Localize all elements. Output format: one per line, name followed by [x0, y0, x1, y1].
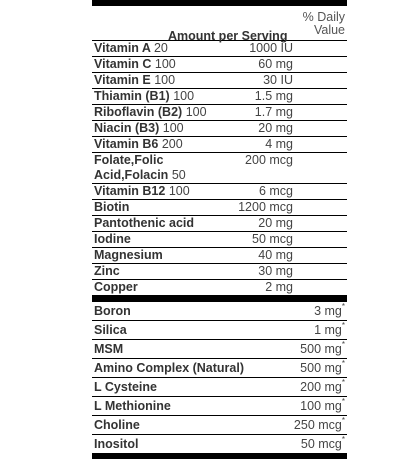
- daily-value-line1: % Daily: [302, 10, 345, 24]
- ingredient-amount-value: 50 mcg: [300, 437, 342, 451]
- nutrient-amount: 200 mcg: [245, 153, 293, 167]
- nutrient-name: [94, 105, 207, 120]
- nutrient-name-text: Zinc: [94, 264, 120, 278]
- nutrient-amount: 6 mcg: [258, 184, 293, 198]
- ingredient-amount: [300, 359, 345, 377]
- nutrient-row: [92, 137, 347, 153]
- ingredient-name: Choline: [94, 418, 140, 432]
- ingredient-row: [92, 416, 347, 435]
- nutrient-amount: 60 mg: [258, 57, 293, 71]
- ingredient-name: Silica: [94, 323, 127, 337]
- nutrient-name-text: Riboflavin (B2): [94, 105, 183, 119]
- ingredient-amount-value: 100 mg: [300, 399, 342, 413]
- nutrient-name: [94, 264, 120, 279]
- nutrient-percent: 100: [154, 57, 176, 71]
- nutrient-name-text: Niacin (B3): [94, 121, 160, 135]
- ingredient-row: [92, 321, 347, 340]
- nutrient-name-text: Vitamin B6: [94, 137, 159, 151]
- ingredient-amount: [314, 321, 345, 339]
- nutrient-row: [92, 57, 347, 73]
- nutrient-name: [94, 184, 190, 199]
- daily-value-not-established-mark: *: [341, 359, 345, 368]
- nutrient-row: [92, 105, 347, 121]
- daily-value-line2: Value: [313, 23, 345, 37]
- daily-value-not-established-mark: *: [341, 340, 345, 349]
- nutrient-amount: 1000 IU: [249, 41, 293, 55]
- daily-value-not-established-mark: *: [341, 321, 345, 330]
- bottom-rule: [92, 453, 347, 459]
- nutrient-row: [92, 73, 347, 89]
- ingredient-name: L Cysteine: [94, 380, 157, 394]
- nutrient-row: [92, 184, 347, 200]
- ingredient-row: [92, 302, 347, 321]
- ingredient-name: Boron: [94, 304, 131, 318]
- nutrient-amount: 1.7 mg: [254, 105, 293, 119]
- ingredient-name: L Methionine: [94, 399, 171, 413]
- ingredient-row: [92, 378, 347, 397]
- nutrient-percent: 100: [154, 73, 176, 87]
- ingredient-amount-value: 500 mg: [300, 342, 342, 356]
- nutrient-percent: 100: [168, 184, 190, 198]
- nutrient-amount: 1.5 mg: [254, 89, 293, 103]
- daily-value-not-established-mark: *: [341, 435, 345, 444]
- nutrient-name: [94, 200, 129, 215]
- nutrient-amount: 4 mg: [265, 137, 293, 151]
- nutrient-name-text: Thiamin (B1): [94, 89, 170, 103]
- nutrient-name: [94, 153, 234, 183]
- ingredient-name: Amino Complex (Natural): [94, 361, 245, 375]
- ingredient-amount-value: 250 mcg: [293, 418, 342, 432]
- ingredient-amount: [301, 435, 345, 453]
- nutrient-name: [94, 280, 138, 295]
- nutrient-row: [92, 121, 347, 137]
- ingredient-amount-value: 500 mg: [300, 361, 342, 375]
- ingredient-row: [92, 340, 347, 359]
- ingredient-amount: [300, 340, 345, 358]
- nutrient-row: [92, 216, 347, 232]
- ingredient-row: [92, 435, 347, 453]
- ingredient-amount: [294, 416, 345, 434]
- nutrient-name-text: Vitamin E: [94, 73, 151, 87]
- nutrient-row: [92, 232, 347, 248]
- daily-value-label: [303, 11, 345, 37]
- nutrient-percent: 200: [161, 137, 183, 151]
- ingredient-amount: [314, 302, 345, 320]
- daily-value-not-established-mark: *: [341, 302, 345, 311]
- nutrient-name-text: Vitamin C: [94, 57, 152, 71]
- ingredient-row: [92, 359, 347, 378]
- nutrient-name: [94, 137, 183, 152]
- nutrient-row: [92, 89, 347, 105]
- nutrient-name: [94, 41, 168, 56]
- nutrient-name-text: Vitamin A: [94, 41, 151, 55]
- nutrient-percent: 100: [162, 121, 184, 135]
- nutrient-name-text: Copper: [94, 280, 138, 294]
- nutrient-name: [94, 232, 131, 247]
- section-divider: [92, 295, 347, 302]
- nutrient-amount: 20 mg: [258, 216, 293, 230]
- ingredient-name: MSM: [94, 342, 124, 356]
- nutrient-percent: 100: [185, 105, 207, 119]
- daily-value-not-established-mark: *: [341, 397, 345, 406]
- nutrient-name: [94, 248, 163, 263]
- nutrient-name-text: Iodine: [94, 232, 131, 246]
- ingredient-amount-value: 3 mg: [314, 304, 342, 318]
- ingredient-row: [92, 397, 347, 416]
- nutrient-amount: 50 mcg: [252, 232, 293, 246]
- nutrient-name-text: Biotin: [94, 200, 130, 214]
- nutrient-amount: 20 mg: [258, 121, 293, 135]
- nutrient-amount: 40 mg: [258, 248, 293, 262]
- nutrient-row: [92, 41, 347, 57]
- nutrient-name-text: Magnesium: [94, 248, 163, 262]
- nutrient-amount: 30 mg: [258, 264, 293, 278]
- nutrient-amount: 30 IU: [263, 73, 293, 87]
- nutrient-percent: 100: [173, 89, 195, 103]
- nutrient-row: [92, 200, 347, 216]
- supplement-facts-panel: [92, 0, 347, 466]
- other-ingredients-section: [92, 302, 347, 453]
- ingredient-amount: [300, 397, 345, 415]
- ingredient-amount-value: 1 mg: [314, 323, 342, 337]
- table-header: [92, 6, 347, 43]
- nutrient-row: [92, 153, 347, 184]
- nutrient-row: [92, 280, 347, 295]
- nutrient-name-text: Pantothenic acid: [94, 216, 195, 230]
- nutrient-name-text: Folate,Folic Acid,Folacin: [94, 153, 169, 182]
- nutrient-percent: 50: [171, 168, 186, 182]
- nutrient-name: [94, 73, 175, 88]
- ingredient-amount-value: 200 mg: [300, 380, 342, 394]
- nutrient-name: [94, 121, 184, 136]
- nutrient-amount: 2 mg: [265, 280, 293, 294]
- nutrient-name: [94, 89, 194, 104]
- nutrient-name: [94, 57, 176, 72]
- daily-value-not-established-mark: *: [341, 416, 345, 425]
- nutrient-percent: 20: [153, 41, 168, 55]
- nutrient-row: [92, 248, 347, 264]
- amount-per-serving-label: Amount per Serving: [168, 29, 288, 43]
- nutrient-amount: 1200 mcg: [238, 200, 293, 214]
- vitamins-section: [92, 41, 347, 295]
- nutrient-row: [92, 264, 347, 280]
- ingredient-amount: [300, 378, 345, 396]
- daily-value-not-established-mark: *: [341, 378, 345, 387]
- nutrient-name-text: Vitamin B12: [94, 184, 166, 198]
- ingredient-name: Inositol: [94, 437, 139, 451]
- nutrient-name: [94, 216, 194, 231]
